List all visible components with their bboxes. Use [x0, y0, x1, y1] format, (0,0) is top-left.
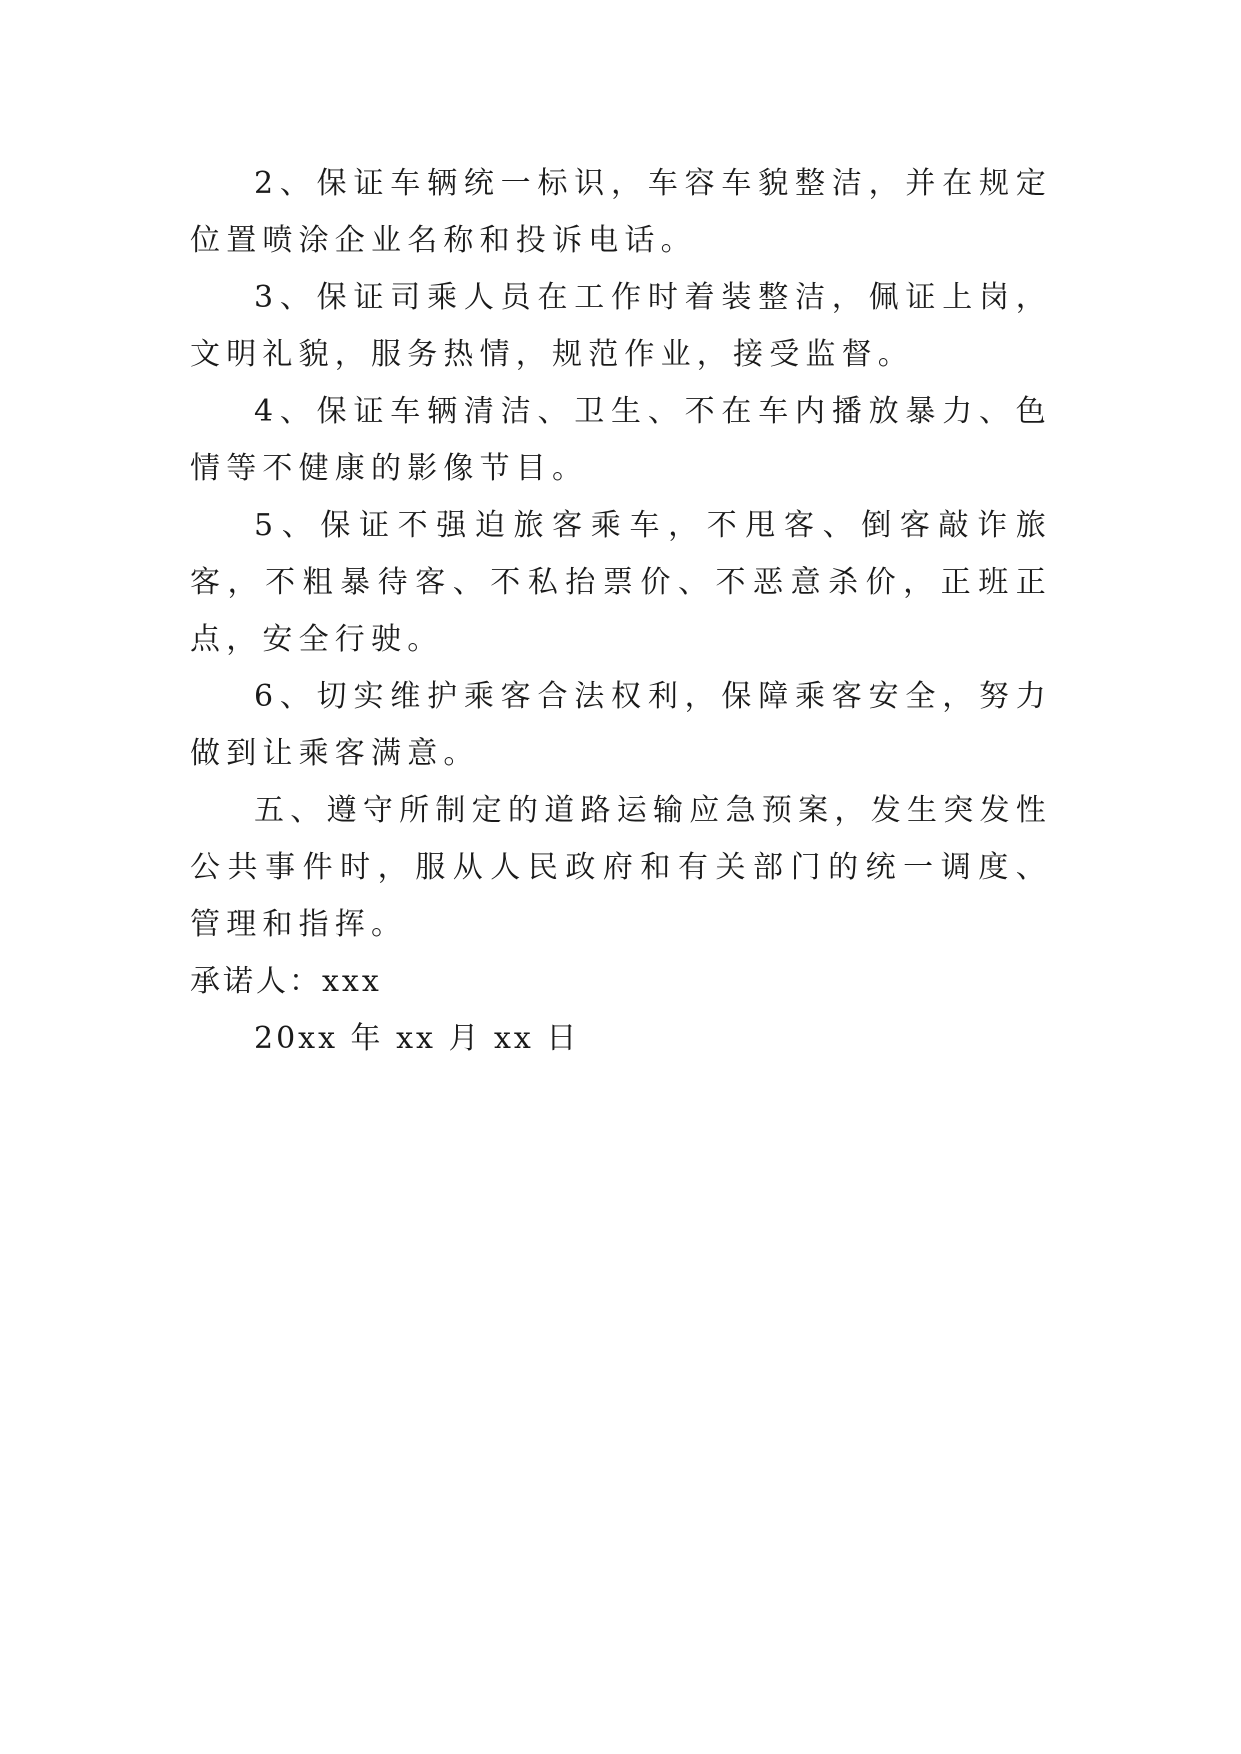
paragraph-item-2: 2、保证车辆统一标识，车容车貌整洁，并在规定位置喷涂企业名称和投诉电话。 [190, 166, 1052, 258]
paragraph-item-4: 4、保证车辆清洁、卫生、不在车内播放暴力、色情等不健康的影像节目。 [190, 394, 1052, 486]
paragraph-item-6: 6、切实维护乘客合法权利，保障乘客安全，努力做到让乘客满意。 [190, 679, 1052, 771]
paragraph-item-3: 3、保证司乘人员在工作时着装整洁，佩证上岗，文明礼貌，服务热情，规范作业，接受监督。 [190, 280, 1052, 372]
date-line: 20xx 年 xx 月 xx 日 [254, 1021, 580, 1056]
document-body [190, 155, 1052, 1067]
signer-line: 承诺人：xxx [190, 964, 382, 999]
paragraph-item-5: 5、保证不强迫旅客乘车，不甩客、倒客敲诈旅客，不粗暴待客、不私抬票价、不恶意杀价，正班正点，安全行驶。 [190, 508, 1052, 657]
paragraph-section-five: 五、遵守所制定的道路运输应急预案，发生突发性公共事件时，服从人民政府和有关部门的统一调度、管理和指挥。 [190, 793, 1052, 942]
